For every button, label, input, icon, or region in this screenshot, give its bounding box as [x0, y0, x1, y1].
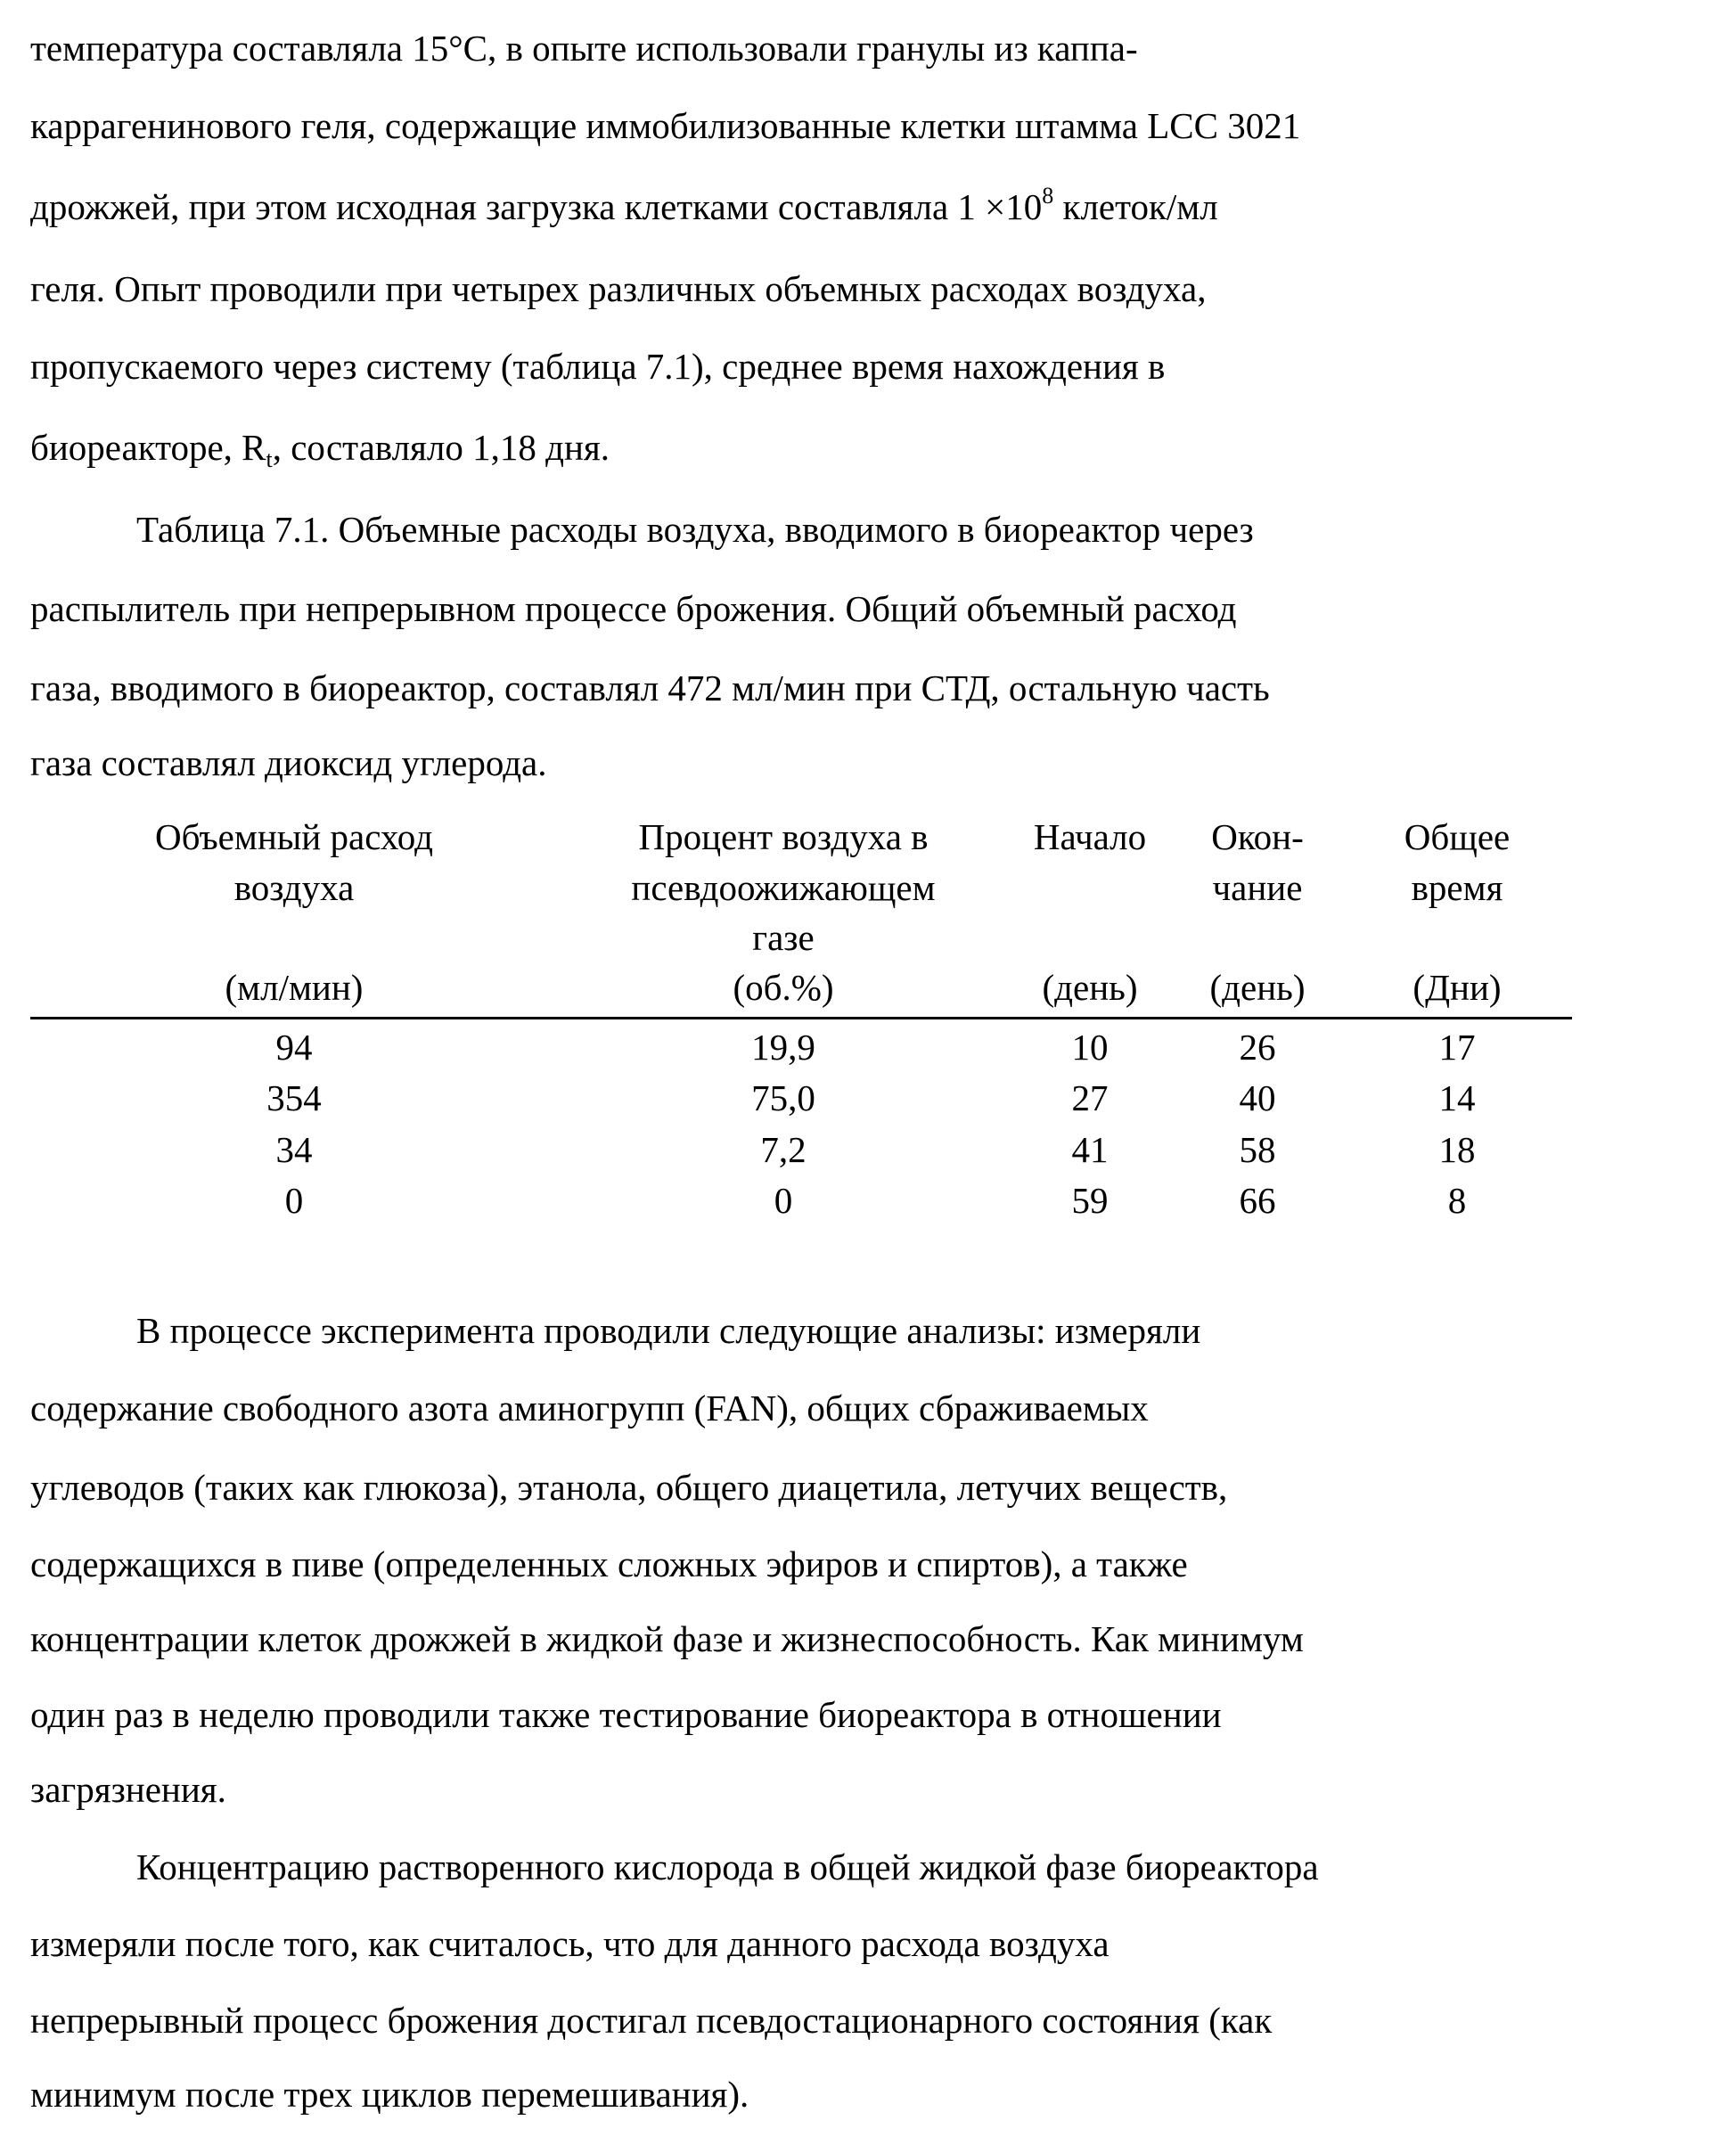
table-cell: 14	[1439, 1071, 1476, 1125]
superscript: 8	[1042, 183, 1053, 209]
text-line: один раз в неделю проводили также тестирование биореактора в отношении	[30, 1674, 1222, 1755]
text-line: непрерывный процесс брожения достигал псевдостационарного состояния (как	[30, 1980, 1272, 2060]
table-header-cell: (день)	[1209, 961, 1305, 1014]
text-line: распылитель при непрерывном процессе брожения. Общий объемный расход	[30, 569, 1237, 649]
table-header-cell: (об.%)	[733, 961, 833, 1014]
table-header-cell: чание	[1213, 861, 1303, 914]
table-header-rule	[30, 1017, 1572, 1019]
text-line: газа составлял диоксид углерода.	[30, 723, 547, 803]
table-cell: 8	[1448, 1174, 1467, 1227]
table-header-cell: газе	[752, 911, 814, 964]
text-line: геля. Опыт проводили при четырех различных объемных расходах воздуха,	[30, 249, 1206, 329]
text-line: содержание свободного азота аминогрупп (FAN), общих сбраживаемых	[30, 1368, 1149, 1448]
table-cell: 75,0	[751, 1071, 815, 1125]
table-cell: 19,9	[751, 1020, 815, 1074]
text-line: каррагенинового геля, содержащие иммобилизованные клетки штамма LCC 3021	[30, 86, 1300, 166]
table-cell: 59	[1072, 1174, 1109, 1227]
text-segment: клеток/мл	[1053, 186, 1217, 227]
table-header-cell: Начало	[1034, 810, 1146, 864]
text-line: пропускаемого через систему (таблица 7.1), среднее время нахождения в	[30, 326, 1165, 406]
text-segment: дрожжей, при этом исходная загрузка клетками составляла 1 ×10	[30, 186, 1042, 227]
table-cell: 94	[276, 1020, 313, 1074]
table-cell: 18	[1439, 1123, 1476, 1176]
subscript: t	[266, 446, 273, 472]
text-line: минимум после трех циклов перемешивания).	[30, 2054, 749, 2134]
table-cell: 27	[1072, 1071, 1109, 1125]
text-line: содержащихся в пиве (определенных сложных эфиров и спиртов), а также	[30, 1524, 1188, 1604]
table-cell: 34	[276, 1123, 313, 1176]
table-cell: 0	[285, 1174, 304, 1227]
table-cell: 26	[1240, 1020, 1276, 1074]
text-line: Таблица 7.1. Объемные расходы воздуха, вводимого в биореактор через	[136, 489, 1254, 569]
text-segment: , составляло 1,18 дня.	[273, 427, 610, 468]
text-line: углеводов (таких как глюкоза), этанола, общего диацетила, летучих веществ,	[30, 1447, 1227, 1527]
table-cell: 10	[1072, 1020, 1109, 1074]
text-segment: биореакторе, R	[30, 427, 266, 468]
text-line: В процессе эксперимента проводили следующие анализы: измеряли	[136, 1290, 1200, 1371]
table-header-cell: воздуха	[234, 861, 355, 914]
table-header-cell: (Дни)	[1413, 961, 1501, 1014]
table-header-cell: Общее	[1404, 810, 1510, 864]
text-line	[30, 167, 1218, 247]
table-header-cell: Процент воздуха в	[638, 810, 928, 864]
table-cell: 58	[1240, 1123, 1276, 1176]
table-cell: 40	[1240, 1071, 1276, 1125]
table-cell: 354	[266, 1071, 322, 1125]
table-cell: 17	[1439, 1020, 1476, 1074]
text-line: измеряли после того, как считалось, что для данного расхода воздуха	[30, 1903, 1110, 1984]
table-cell: 7,2	[760, 1123, 806, 1176]
table-cell: 66	[1240, 1174, 1276, 1227]
text-line	[30, 407, 610, 487]
text-line: Концентрацию растворенного кислорода в общей жидкой фазе биореактора	[136, 1827, 1319, 1907]
table-header-cell: (день)	[1042, 961, 1137, 1014]
text-line: газа, вводимого в биореактор, составлял 472 мл/мин при СТД, остальную часть	[30, 648, 1270, 728]
text-line: загрязнения.	[30, 1749, 226, 1830]
table-cell: 41	[1072, 1123, 1109, 1176]
text-line: концентрации клеток дрожжей в жидкой фазе и жизнеспособность. Как минимум	[30, 1599, 1304, 1679]
table-header-cell: время	[1412, 861, 1503, 914]
table-header-cell: (мл/мин)	[225, 961, 364, 1014]
table-header-cell: псевдоожижающем	[631, 861, 935, 914]
text-line: температура составляла 15°С, в опыте использовали гранулы из каппа-	[30, 8, 1138, 88]
table-cell: 0	[774, 1174, 793, 1227]
table-header-cell: Объемный расход	[155, 810, 433, 864]
table-header-cell: Окон-	[1211, 810, 1304, 864]
